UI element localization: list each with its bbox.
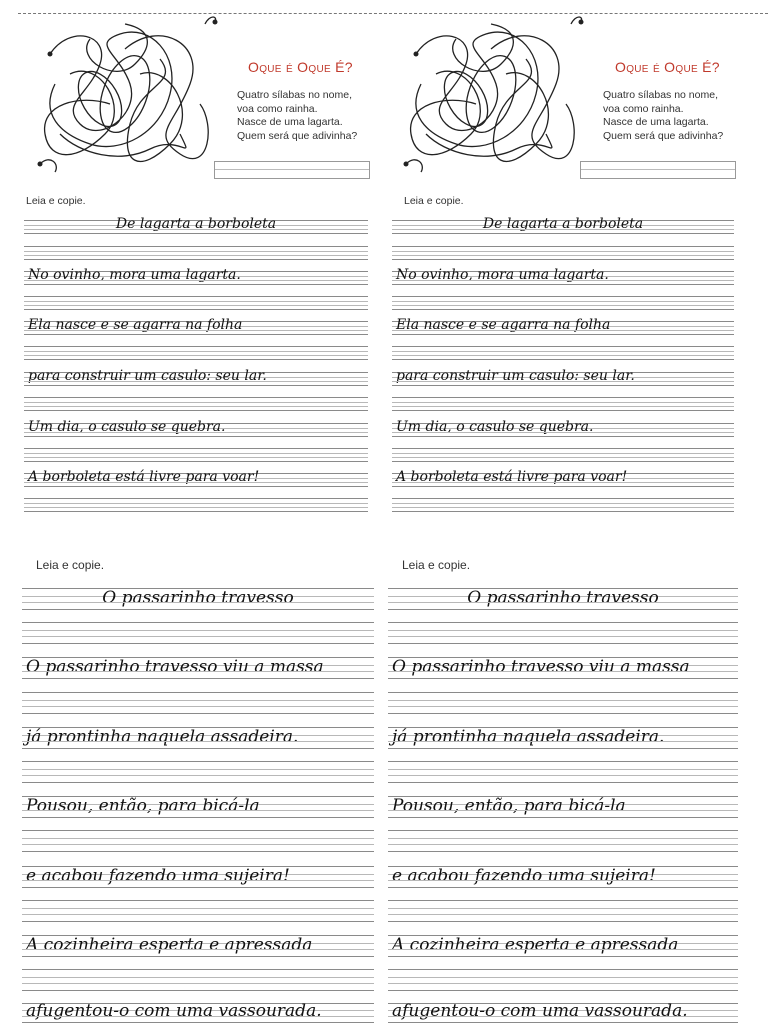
copy-row[interactable] bbox=[24, 498, 368, 512]
model-row bbox=[24, 419, 368, 437]
model-row bbox=[22, 866, 374, 888]
model-row bbox=[22, 1003, 374, 1023]
copy-row[interactable] bbox=[22, 692, 374, 714]
exercise-title: De lagarta a borboleta bbox=[115, 216, 277, 232]
instruction-label: Leia e copie. bbox=[26, 195, 86, 207]
copy-row[interactable] bbox=[388, 761, 738, 783]
model-text: O passarinho travesso viu a massa bbox=[26, 657, 324, 677]
model-row bbox=[22, 796, 374, 818]
model-row bbox=[392, 317, 734, 335]
copy-row[interactable] bbox=[388, 622, 738, 644]
model-text: No ovinho, mora uma lagarta. bbox=[396, 267, 609, 283]
riddle-answer-field[interactable] bbox=[214, 161, 370, 179]
riddle-text: Quatro sílabas no nome, voa como rainha. Nasce de uma lagarta. Quem será que adivinha? bbox=[603, 89, 724, 142]
model-text: A cozinheira esperta e apressada bbox=[26, 935, 313, 955]
copy-row[interactable] bbox=[24, 448, 368, 462]
exercise-title-row bbox=[388, 588, 738, 610]
copy-row[interactable] bbox=[392, 498, 734, 512]
copy-row[interactable] bbox=[392, 346, 734, 360]
model-row bbox=[388, 1003, 738, 1023]
model-text: Um dia, o casulo se quebra. bbox=[396, 419, 594, 435]
model-text: para construir um casulo: seu lar. bbox=[28, 368, 267, 384]
riddle-title: OQUE É OQUE É? bbox=[615, 59, 720, 75]
model-text: e acabou fazendo uma sujeira! bbox=[26, 866, 290, 886]
copy-row[interactable] bbox=[392, 397, 734, 411]
model-row bbox=[24, 469, 368, 487]
exercise-title-row bbox=[24, 216, 368, 234]
copy-row[interactable] bbox=[24, 397, 368, 411]
model-text: afugentou-o com uma vassourada. bbox=[26, 1001, 322, 1021]
model-text: já prontinha naquela assadeira. bbox=[392, 727, 665, 747]
model-text: afugentou-o com uma vassourada. bbox=[392, 1001, 688, 1021]
model-row bbox=[388, 657, 738, 679]
exercise-title: O passarinho travesso bbox=[102, 588, 294, 608]
riddle-answer-field[interactable] bbox=[580, 161, 736, 179]
model-row bbox=[392, 419, 734, 437]
model-text: A borboleta está livre para voar! bbox=[396, 469, 628, 485]
copy-row[interactable] bbox=[392, 296, 734, 310]
copy-row[interactable] bbox=[24, 246, 368, 260]
copy-row[interactable] bbox=[24, 346, 368, 360]
instruction-label: Leia e copie. bbox=[404, 195, 464, 207]
model-row bbox=[392, 469, 734, 487]
model-text: Ela nasce e se agarra na folha bbox=[28, 317, 243, 333]
copy-row[interactable] bbox=[22, 622, 374, 644]
butterfly-scribble-image bbox=[30, 14, 220, 176]
riddle-text: Quatro sílabas no nome, voa como rainha. Nasce de uma lagarta. Quem será que adivinha? bbox=[237, 89, 358, 142]
model-row bbox=[24, 267, 368, 285]
copy-row[interactable] bbox=[22, 969, 374, 991]
model-text: Pousou, então, para bicá-la bbox=[26, 796, 260, 816]
copy-row[interactable] bbox=[388, 692, 738, 714]
model-row bbox=[22, 935, 374, 957]
exercise-title-row bbox=[22, 588, 374, 610]
copy-row[interactable] bbox=[24, 296, 368, 310]
copy-row[interactable] bbox=[388, 969, 738, 991]
exercise-title: O passarinho travesso bbox=[467, 588, 659, 608]
copy-row[interactable] bbox=[388, 900, 738, 922]
copy-row[interactable] bbox=[388, 830, 738, 852]
exercise-title: De lagarta a borboleta bbox=[482, 216, 644, 232]
model-text: Ela nasce e se agarra na folha bbox=[396, 317, 611, 333]
exercise-title-row bbox=[392, 216, 734, 234]
copy-row[interactable] bbox=[22, 830, 374, 852]
instruction-label: Leia e copie. bbox=[36, 558, 105, 572]
model-row bbox=[388, 727, 738, 749]
model-row bbox=[392, 368, 734, 386]
model-row bbox=[24, 368, 368, 386]
model-row bbox=[388, 796, 738, 818]
instruction-label: Leia e copie. bbox=[402, 558, 471, 572]
copy-row[interactable] bbox=[392, 246, 734, 260]
model-text: para construir um casulo: seu lar. bbox=[396, 368, 635, 384]
copy-row[interactable] bbox=[22, 900, 374, 922]
model-row bbox=[388, 935, 738, 957]
model-row bbox=[388, 866, 738, 888]
model-row bbox=[24, 317, 368, 335]
model-text: A borboleta está livre para voar! bbox=[28, 469, 260, 485]
copy-row[interactable] bbox=[22, 761, 374, 783]
butterfly-scribble-image bbox=[396, 14, 586, 176]
model-row bbox=[392, 267, 734, 285]
model-text: Um dia, o casulo se quebra. bbox=[28, 419, 226, 435]
model-text: O passarinho travesso viu a massa bbox=[392, 657, 690, 677]
model-text: A cozinheira esperta e apressada bbox=[392, 935, 679, 955]
model-text: já prontinha naquela assadeira. bbox=[26, 727, 299, 747]
model-row bbox=[22, 657, 374, 679]
copy-row[interactable] bbox=[392, 448, 734, 462]
model-row bbox=[22, 727, 374, 749]
model-text: e acabou fazendo uma sujeira! bbox=[392, 866, 656, 886]
riddle-title: OQUE É OQUE É? bbox=[248, 59, 353, 75]
model-text: Pousou, então, para bicá-la bbox=[392, 796, 626, 816]
model-text: No ovinho, mora uma lagarta. bbox=[28, 267, 241, 283]
